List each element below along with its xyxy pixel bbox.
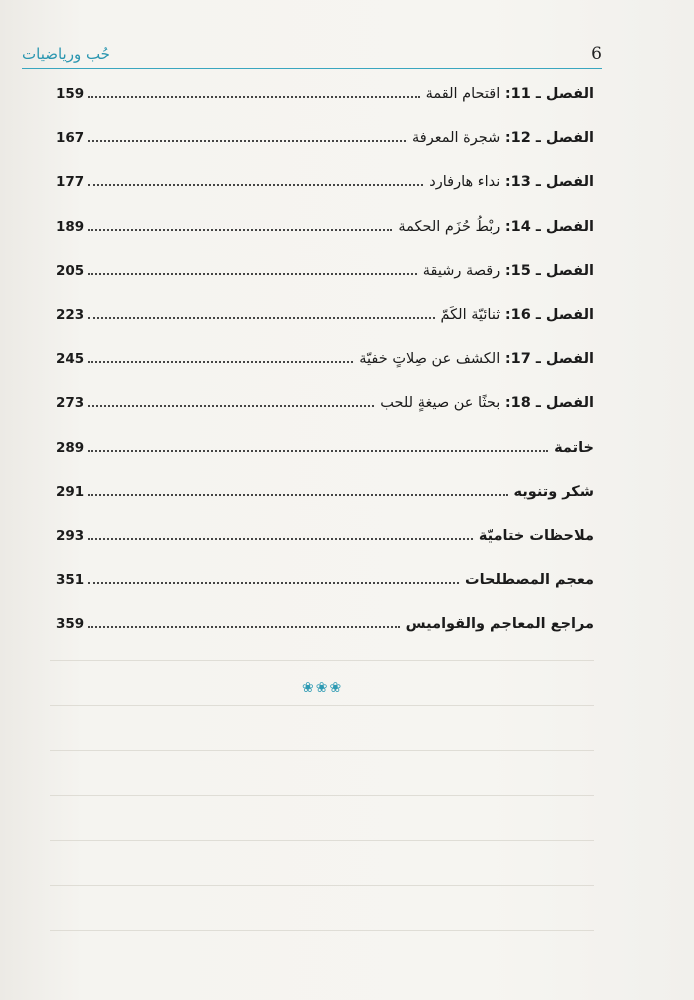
- show-through-rule: [50, 705, 594, 706]
- toc-entry-title: [374, 395, 594, 411]
- chapter-title: ربْطُ حُزَم الحكمة: [398, 218, 505, 235]
- dot-leader: [88, 273, 417, 275]
- dot-leader: [88, 361, 353, 363]
- chapter-label: الفصل ـ 14:: [504, 218, 594, 235]
- toc-page-number: 293: [56, 527, 85, 544]
- chapter-title: شجرة المعرفة: [412, 130, 505, 147]
- chapter-title: اقتحام القمة: [425, 86, 505, 103]
- dot-leader: [88, 405, 374, 407]
- chapter-label: الفصل ـ 11:: [504, 86, 594, 103]
- flower-ornament-icon: ❀❀❀: [302, 680, 344, 696]
- toc-entry-title: [406, 130, 594, 146]
- dot-leader: [88, 317, 434, 319]
- toc-page-number: 273: [56, 395, 85, 412]
- running-header: [22, 44, 602, 70]
- toc-entry-title: معجم المصطلحات: [465, 572, 594, 589]
- toc-entry-ch12[interactable]: [56, 116, 594, 160]
- toc-entry-ch13[interactable]: [56, 160, 594, 204]
- dot-leader: [88, 450, 548, 452]
- dot-leader: [88, 229, 392, 231]
- chapter-label: الفصل ـ 16:: [504, 307, 594, 324]
- dot-leader: [88, 582, 459, 584]
- toc-entry-title: شكر وتنويه: [513, 483, 594, 500]
- show-through-rule: [50, 885, 594, 886]
- toc-page-number: 167: [56, 130, 85, 147]
- toc-entry-title: [435, 307, 594, 323]
- dot-leader: [88, 626, 399, 628]
- chapter-label: الفصل ـ 18:: [504, 395, 594, 412]
- table-of-contents: [56, 72, 594, 646]
- toc-entry-title: [420, 86, 594, 102]
- toc-page-number: 205: [56, 262, 85, 279]
- toc-page-number: 359: [56, 616, 85, 633]
- toc-entry-ch15[interactable]: [56, 249, 594, 293]
- toc-entry-ch16[interactable]: [56, 293, 594, 337]
- toc-entry-ch17[interactable]: [56, 337, 594, 381]
- toc-entry-acknowledgements[interactable]: [56, 470, 594, 514]
- book-title: حُب ورياضيات: [22, 45, 110, 63]
- toc-page-number: 223: [56, 307, 85, 324]
- toc-page-number: 289: [56, 439, 85, 456]
- chapter-title: ثنائيّة الكَمّ: [440, 307, 505, 324]
- toc-page-number: 245: [56, 351, 85, 368]
- toc-page-number: 177: [56, 174, 85, 191]
- toc-entry-glossary[interactable]: [56, 558, 594, 602]
- toc-entry-title: ملاحظات ختاميّة: [478, 527, 594, 544]
- chapter-label: الفصل ـ 13:: [504, 174, 594, 191]
- show-through-rule: [50, 660, 594, 661]
- chapter-label: الفصل ـ 17:: [504, 351, 594, 368]
- chapter-title: بحثًا عن صيغةٍ للحب: [380, 395, 505, 412]
- toc-entry-ch18[interactable]: [56, 381, 594, 425]
- toc-page-number: 291: [56, 483, 85, 500]
- dot-leader: [88, 96, 419, 98]
- toc-entry-title: [392, 219, 594, 235]
- show-through-rule: [50, 930, 594, 931]
- toc-entry-ch11[interactable]: [56, 72, 594, 116]
- page-number: 6: [591, 44, 602, 64]
- chapter-label: الفصل ـ 12:: [504, 130, 594, 147]
- header-rule: [22, 68, 602, 69]
- toc-entry-title: [353, 351, 594, 367]
- dot-leader: [88, 140, 406, 142]
- show-through-rule: [50, 840, 594, 841]
- toc-entry-endnotes[interactable]: [56, 514, 594, 558]
- chapter-label: الفصل ـ 15:: [504, 262, 594, 279]
- toc-entry-title: خاتمة: [554, 439, 594, 456]
- dot-leader: [88, 538, 473, 540]
- chapter-title: الكشف عن صِلاتٍ خفيّة: [359, 351, 505, 368]
- toc-page-number: 351: [56, 572, 85, 589]
- toc-entry-references[interactable]: [56, 602, 594, 646]
- toc-page-number: 189: [56, 218, 85, 235]
- dot-leader: [88, 184, 423, 186]
- chapter-title: نداء هارفارد: [429, 174, 505, 191]
- toc-entry-conclusion[interactable]: [56, 426, 594, 470]
- toc-entry-title: [423, 174, 594, 190]
- toc-entry-title: مراجع المعاجم والقواميس: [405, 616, 594, 633]
- toc-entry-title: [417, 263, 594, 279]
- show-through-rule: [50, 750, 594, 751]
- dot-leader: [88, 494, 507, 496]
- show-through-rule: [50, 795, 594, 796]
- chapter-title: رقصة رشيقة: [422, 262, 505, 279]
- toc-entry-ch14[interactable]: [56, 205, 594, 249]
- toc-page-number: 159: [56, 86, 85, 103]
